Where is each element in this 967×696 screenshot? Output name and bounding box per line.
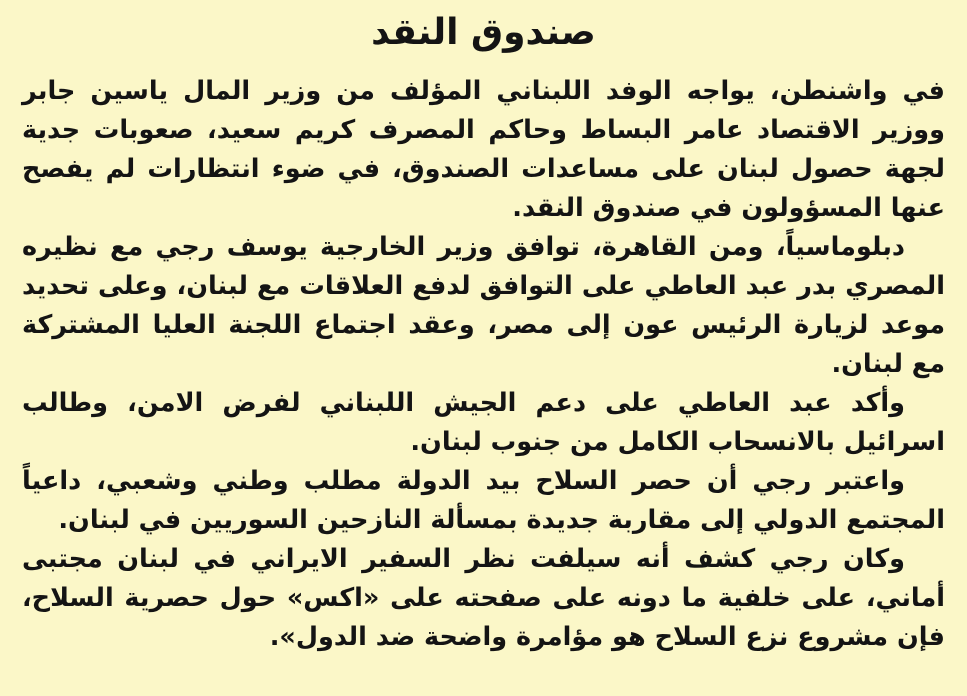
paragraph-army-support: وأكد عبد العاطي على دعم الجيش اللبناني لفرض الامن، وطالب اسرائيل بالانسحاب الكامل من جنوب لبنان. [22,388,945,457]
paragraph-diplomacy: دبلوماسياً، ومن القاهرة، توافق وزير الخارجية يوسف رجي مع نظيره المصري بدر عبد العاطي على التوافق لدفع العلاقات مع لبنان، وعلى تحديد موعد لزيارة الرئيس عون إلى مصر، وعقد اجتماع اللجنة العليا المشتركة مع لبنان. [22,232,945,379]
paragraph-washington: في واشنطن، يواجه الوفد اللبناني المؤلف من وزير المال ياسين جابر ووزير الاقتصاد عامر البساط وحاكم المصرف كريم سعيد، صعوبات جدية لجهة حصول لبنان على مساعدات الصندوق، في ضوء انتظارات لم يفصح عنها المسؤولون في صندوق النقد. [22,76,945,223]
paragraph-iranian-ambassador: وكان رجي كشف أنه سيلفت نظر السفير الايراني في لبنان مجتبى أماني، على خلفية ما دونه على صفحته على «اكس» حول حصرية السلاح، فإن مشروع نزع السلاح هو مؤامرة واضحة ضد الدول». [22,544,945,652]
article-body [22,72,945,657]
paragraph-weapons-control: واعتبر رجي أن حصر السلاح بيد الدولة مطلب وطني وشعبي، داعياً المجتمع الدولي إلى مقاربة جديدة بمسألة النازحين السوريين في لبنان. [22,466,945,535]
article-title: صندوق النقد [371,12,596,53]
